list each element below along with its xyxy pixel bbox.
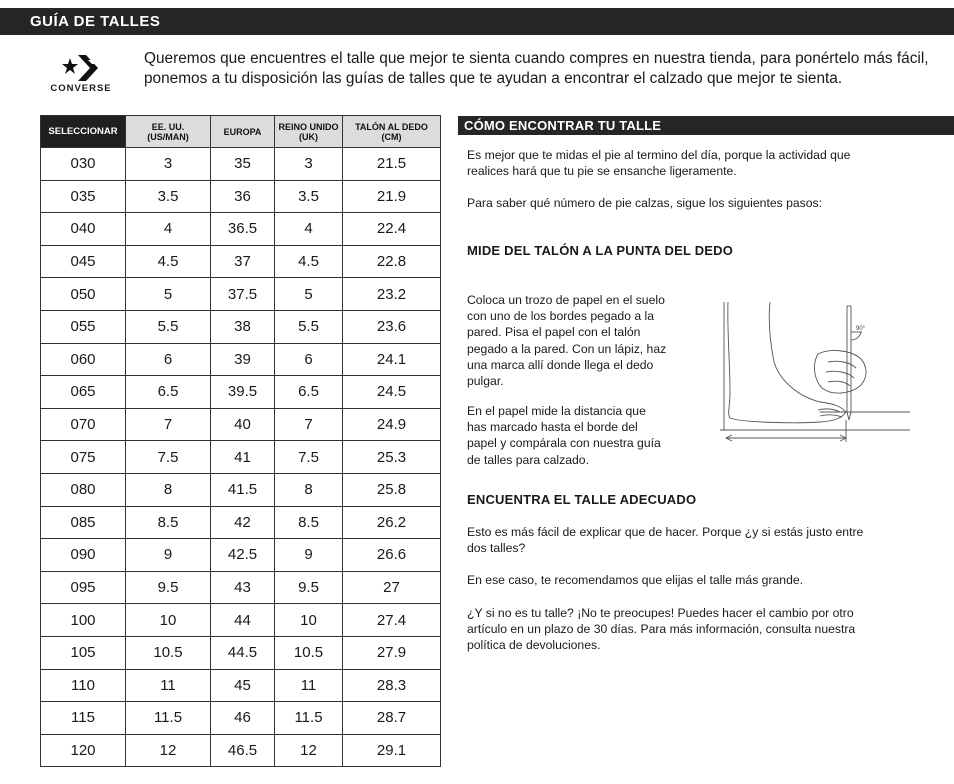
cell-cm: 26.2 (343, 506, 441, 539)
cell-eu: 44 (211, 604, 275, 637)
table-row (41, 441, 441, 474)
size-rows (41, 148, 441, 767)
cell-cm: 23.2 (343, 278, 441, 311)
cell-uk: 5 (275, 278, 343, 311)
cell-cm: 28.7 (343, 702, 441, 735)
cell-cm: 24.9 (343, 408, 441, 441)
cell-us: 4 (126, 213, 211, 246)
cell-cm: 24.5 (343, 376, 441, 409)
guide-header-bar (458, 116, 954, 135)
guide-paragraph-1: Es mejor que te midas el pie al termino del día, porque la actividad que realices hará que tu pie se ensanche ligeramente. (467, 148, 851, 179)
table-row (41, 604, 441, 637)
cell-cm: 22.4 (343, 213, 441, 246)
cell-us: 6 (126, 343, 211, 376)
header-bar (0, 8, 954, 35)
cell-eu: 43 (211, 571, 275, 604)
cell-cm: 25.8 (343, 473, 441, 506)
cell-us: 4.5 (126, 245, 211, 278)
cell-uk: 6.5 (275, 376, 343, 409)
table-row (41, 473, 441, 506)
header-cm: TALÓN AL DEDO (CM) (343, 116, 441, 148)
cell-uk: 11 (275, 669, 343, 702)
cell-us: 10.5 (126, 636, 211, 669)
cell-uk: 10.5 (275, 636, 343, 669)
converse-logo (48, 52, 114, 96)
cell-select: 030 (41, 148, 126, 181)
table-row (41, 376, 441, 409)
cell-eu: 46.5 (211, 734, 275, 767)
table-row (41, 148, 441, 181)
cell-cm: 27.4 (343, 604, 441, 637)
table-header-row (41, 116, 441, 148)
cell-us: 7.5 (126, 441, 211, 474)
cell-uk: 12 (275, 734, 343, 767)
cell-us: 8 (126, 473, 211, 506)
table-row (41, 408, 441, 441)
cell-us: 3.5 (126, 180, 211, 213)
cell-us: 3 (126, 148, 211, 181)
fit-paragraph-2: En ese caso, te recomendamos que elijas el talle más grande. (467, 573, 804, 587)
cell-uk: 8 (275, 473, 343, 506)
brand-wordmark: CONVERSE (50, 83, 112, 94)
cell-uk: 10 (275, 604, 343, 637)
cell-us: 11 (126, 669, 211, 702)
table-row (41, 734, 441, 767)
cell-select: 080 (41, 473, 126, 506)
cell-select: 090 (41, 539, 126, 572)
page-title: GUÍA DE TALLES (30, 13, 161, 30)
table-row (41, 278, 441, 311)
cell-eu: 36 (211, 180, 275, 213)
table-row (41, 669, 441, 702)
cell-uk: 4.5 (275, 245, 343, 278)
cell-eu: 46 (211, 702, 275, 735)
guide-paragraph-2: Para saber qué número de pie calzas, sigue los siguientes pasos: (467, 196, 823, 210)
cell-select: 105 (41, 636, 126, 669)
cell-eu: 41.5 (211, 473, 275, 506)
cell-select: 075 (41, 441, 126, 474)
star-chevron-icon (48, 52, 114, 84)
table-row (41, 343, 441, 376)
fit-paragraph-1: Esto es más fácil de explicar que de hacer. Porque ¿y si estás justo entre dos talles? (467, 525, 864, 556)
cell-eu: 42 (211, 506, 275, 539)
foot-measure-illustration (700, 292, 915, 452)
cell-select: 035 (41, 180, 126, 213)
cell-select: 060 (41, 343, 126, 376)
cell-cm: 22.8 (343, 245, 441, 278)
cell-cm: 28.3 (343, 669, 441, 702)
cell-uk: 9 (275, 539, 343, 572)
cell-uk: 6 (275, 343, 343, 376)
table-row (41, 310, 441, 343)
cell-eu: 44.5 (211, 636, 275, 669)
cell-select: 045 (41, 245, 126, 278)
cell-cm: 27.9 (343, 636, 441, 669)
measure-paragraph-2: En el papel mide la distancia que has marcado hasta el borde del papel y compárala con nuestra guía de talles para calzado. (467, 404, 661, 467)
cell-eu: 39 (211, 343, 275, 376)
cell-uk: 5.5 (275, 310, 343, 343)
returns-paragraph: ¿Y si no es tu talle? ¡No te preocupes! Puedes hacer el cambio por otro artículo en un plazo de 30 días. Para más información, consulta nuestra política de devoluciones. (467, 606, 856, 653)
cell-eu: 39.5 (211, 376, 275, 409)
cell-us: 11.5 (126, 702, 211, 735)
cell-eu: 41 (211, 441, 275, 474)
table-row (41, 636, 441, 669)
cell-select: 100 (41, 604, 126, 637)
cell-us: 12 (126, 734, 211, 767)
cell-eu: 37 (211, 245, 275, 278)
cell-eu: 36.5 (211, 213, 275, 246)
cell-uk: 11.5 (275, 702, 343, 735)
header-select: SELECCIONAR (41, 116, 126, 148)
cell-uk: 8.5 (275, 506, 343, 539)
measure-heading: MIDE DEL TALÓN A LA PUNTA DEL DEDO (467, 243, 734, 258)
cell-select: 050 (41, 278, 126, 311)
cell-select: 120 (41, 734, 126, 767)
cell-cm: 24.1 (343, 343, 441, 376)
table-row (41, 571, 441, 604)
cell-us: 8.5 (126, 506, 211, 539)
cell-cm: 27 (343, 571, 441, 604)
measure-paragraph-1: Coloca un trozo de papel en el suelo con uno de los bordes pegado a la pared. Pisa el papel con el talón pegado a la pared. Con un lápiz, haz una marca allí donde llega el dedo pulgar. (467, 293, 667, 389)
fit-heading: ENCUENTRA EL TALLE ADECUADO (467, 492, 697, 507)
cell-cm: 23.6 (343, 310, 441, 343)
cell-select: 085 (41, 506, 126, 539)
intro-text: Queremos que encuentres el talle que mejor te sienta cuando compres en nuestra tienda, para ponértelo más fácil, ponemos a tu disposición las guías de talles que te ayudan a encontrar el calzado que mejor te sienta. (144, 50, 929, 87)
table-row (41, 506, 441, 539)
cell-uk: 7.5 (275, 441, 343, 474)
cell-uk: 3 (275, 148, 343, 181)
cell-us: 5.5 (126, 310, 211, 343)
cell-eu: 42.5 (211, 539, 275, 572)
header-eu: EUROPA (211, 116, 275, 148)
cell-cm: 25.3 (343, 441, 441, 474)
cell-eu: 40 (211, 408, 275, 441)
guide-title: CÓMO ENCONTRAR TU TALLE (464, 118, 662, 133)
cell-cm: 21.5 (343, 148, 441, 181)
table-row (41, 702, 441, 735)
cell-select: 065 (41, 376, 126, 409)
cell-cm: 26.6 (343, 539, 441, 572)
cell-us: 10 (126, 604, 211, 637)
cell-us: 6.5 (126, 376, 211, 409)
cell-cm: 21.9 (343, 180, 441, 213)
cell-select: 110 (41, 669, 126, 702)
header-us: EE. UU. (US/MAN) (126, 116, 211, 148)
cell-uk: 7 (275, 408, 343, 441)
cell-uk: 4 (275, 213, 343, 246)
cell-select: 095 (41, 571, 126, 604)
table-row (41, 539, 441, 572)
angle-label: 90° (856, 326, 866, 332)
table-row (41, 213, 441, 246)
cell-us: 9 (126, 539, 211, 572)
cell-us: 9.5 (126, 571, 211, 604)
cell-select: 070 (41, 408, 126, 441)
cell-us: 5 (126, 278, 211, 311)
cell-cm: 29.1 (343, 734, 441, 767)
cell-select: 055 (41, 310, 126, 343)
cell-eu: 45 (211, 669, 275, 702)
cell-select: 040 (41, 213, 126, 246)
size-table (40, 115, 441, 767)
cell-uk: 3.5 (275, 180, 343, 213)
cell-us: 7 (126, 408, 211, 441)
table-row (41, 180, 441, 213)
cell-eu: 35 (211, 148, 275, 181)
cell-eu: 38 (211, 310, 275, 343)
table-row (41, 245, 441, 278)
cell-eu: 37.5 (211, 278, 275, 311)
header-uk: REINO UNIDO (UK) (275, 116, 343, 148)
cell-uk: 9.5 (275, 571, 343, 604)
cell-select: 115 (41, 702, 126, 735)
